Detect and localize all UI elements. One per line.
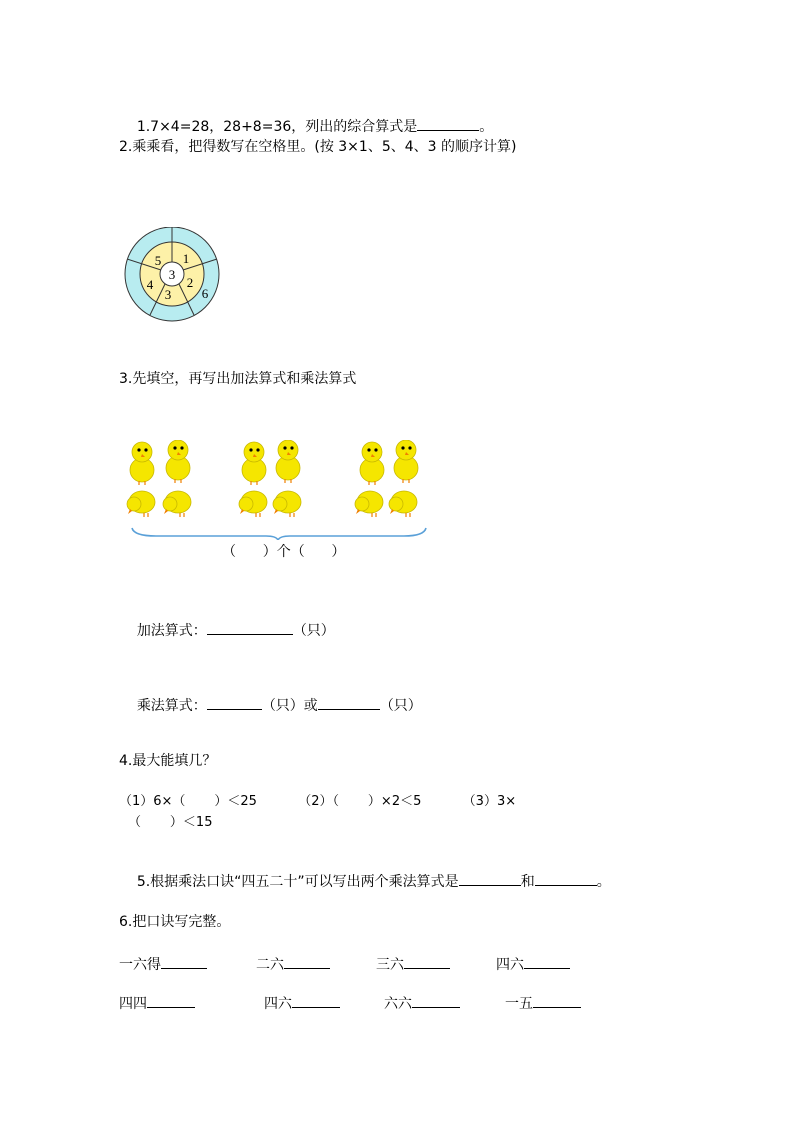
chicks-illustration xyxy=(126,440,430,540)
multiplication-label: 乘法算式： xyxy=(136,698,207,714)
q1-number: 1. xyxy=(136,119,151,135)
kj-blank[interactable] xyxy=(292,993,340,1008)
multiplication-line xyxy=(119,677,422,733)
kj-item xyxy=(256,954,330,974)
wheel-inner-number: 1 xyxy=(182,251,190,266)
q5-blank-1[interactable] xyxy=(459,871,521,886)
q1-answer-blank[interactable] xyxy=(417,116,479,131)
kj-item xyxy=(384,993,460,1013)
question-2-title: 2.乘乘看，把得数写在空格里。(按 3×1、5、4、3 的顺序计算) xyxy=(119,139,517,155)
chick-group-3 xyxy=(355,440,418,517)
question-4-line-2: （ ）＜15 xyxy=(128,815,213,830)
question-6-title: 6.把口诀写完整。 xyxy=(119,914,231,930)
kj-item xyxy=(376,954,450,974)
group-brace xyxy=(132,528,426,540)
kj-text: 一六得 xyxy=(119,957,161,973)
question-5 xyxy=(119,853,611,909)
brace-fill-in[interactable]: （ ）个（ ） xyxy=(222,544,346,560)
multiplication-unit-2: （只） xyxy=(379,698,422,714)
q5-text: 5.根据乘法口诀“四五二十”可以写出两个乘法算式是 xyxy=(136,874,459,890)
kj-item xyxy=(496,954,570,974)
kj-blank[interactable] xyxy=(404,954,450,969)
kj-text: 四四 xyxy=(119,996,147,1012)
chick-group-1 xyxy=(127,440,191,517)
kj-blank[interactable] xyxy=(147,993,195,1008)
kj-item xyxy=(505,993,581,1013)
kj-text: 三六 xyxy=(376,957,404,973)
kj-blank[interactable] xyxy=(524,954,570,969)
addition-line xyxy=(119,602,335,658)
kj-item xyxy=(264,993,340,1013)
wheel-inner-number: 4 xyxy=(146,277,154,292)
kj-item xyxy=(119,993,195,1013)
question-3-title: 3.先填空，再写出加法算式和乘法算式 xyxy=(119,371,357,387)
question-4-line-1: （1）6×（ ）＜25 （2）（ ）×2＜5 （3）3× xyxy=(119,794,517,809)
kj-text: 一五 xyxy=(505,996,533,1012)
kj-blank[interactable] xyxy=(533,993,581,1008)
kj-blank[interactable] xyxy=(412,993,460,1008)
multiplication-unit-1: （只）或 xyxy=(261,698,318,714)
wheel-center-number: 3 xyxy=(168,267,176,282)
kj-text: 六六 xyxy=(384,996,412,1012)
addition-unit: （只） xyxy=(292,623,335,639)
multiplication-blank-1[interactable] xyxy=(207,695,262,710)
question-4-title: 4.最大能填几？ xyxy=(119,753,217,769)
kj-text: 四六 xyxy=(496,957,524,973)
q1-text: 7×4=28，28+8=36，列出的综合算式是 xyxy=(150,119,418,135)
q5-end: 。 xyxy=(596,874,611,890)
q5-blank-2[interactable] xyxy=(535,871,597,886)
multiplication-blank-2[interactable] xyxy=(318,695,380,710)
kj-text: 二六 xyxy=(256,957,284,973)
q5-and: 和 xyxy=(520,874,535,890)
kj-blank[interactable] xyxy=(284,954,330,969)
q1-end: 。 xyxy=(479,119,494,135)
wheel-inner-number: 5 xyxy=(154,253,162,268)
addition-label: 加法算式： xyxy=(136,623,207,639)
wheel-outer-number: 6 xyxy=(201,286,209,301)
multiplication-wheel xyxy=(122,227,222,327)
addition-blank[interactable] xyxy=(207,620,293,635)
kj-item xyxy=(119,954,207,974)
kj-text: 四六 xyxy=(264,996,292,1012)
kj-blank[interactable] xyxy=(161,954,207,969)
chick-group-2 xyxy=(239,440,301,517)
wheel-inner-number: 3 xyxy=(164,287,172,302)
wheel-inner-number: 2 xyxy=(186,275,194,290)
